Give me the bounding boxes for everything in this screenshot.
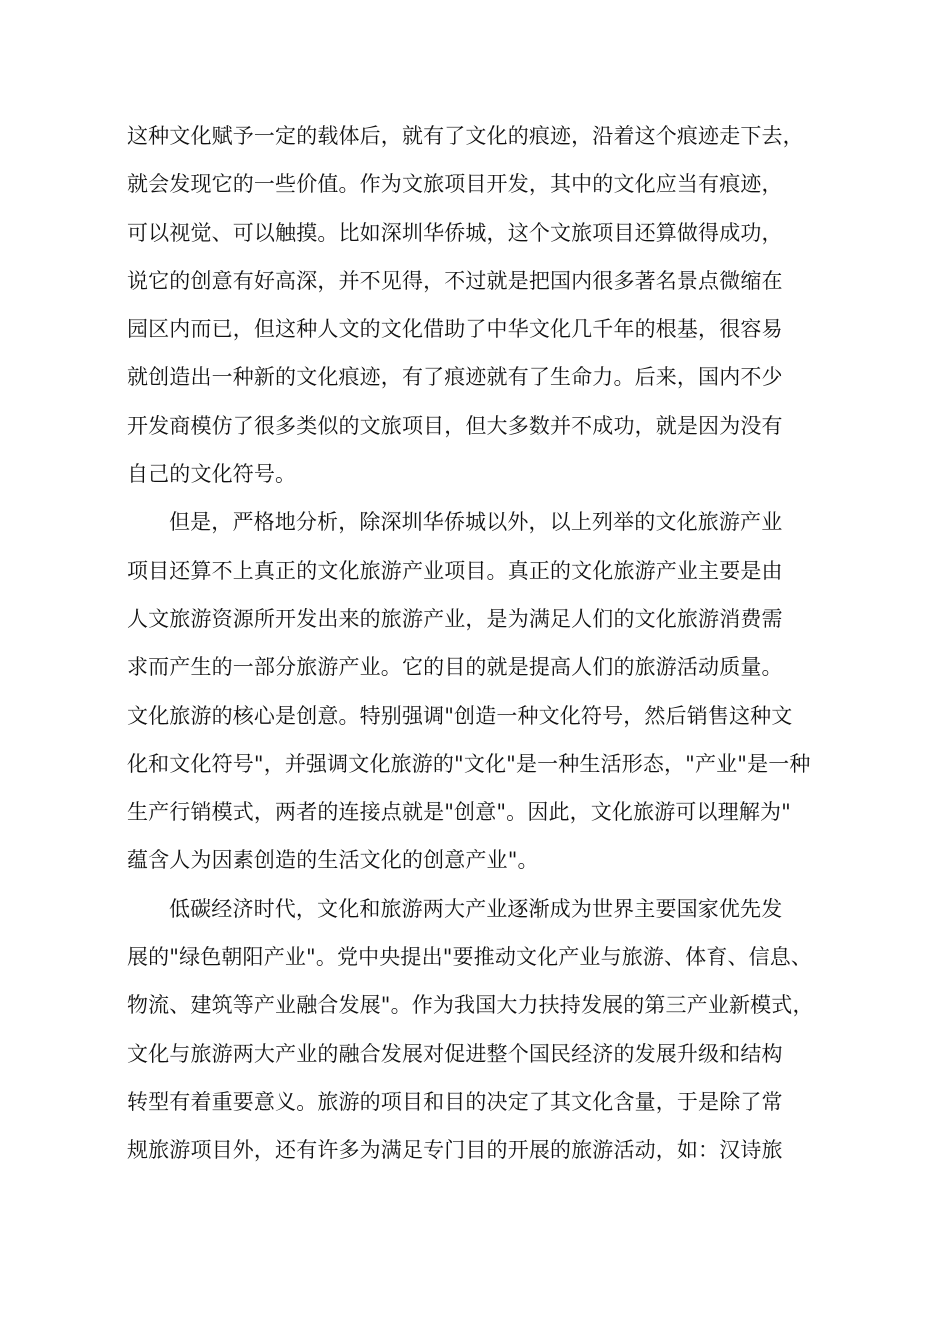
text-line-indented: 低碳经济时代，文化和旅游两大产业逐渐成为世界主要国家优先发 [169,896,783,921]
text-line: 化和文化符号"，并强调文化旅游的"文化"是一种生活形态，"产业"是一种 [127,751,811,776]
text-line: 展的"绿色朝阳产业"。党中央提出"要推动文化产业与旅游、体育、信息、 [127,945,813,970]
text-line-indented: 但是，严格地分析，除深圳华侨城以外，以上列举的文化旅游产业 [169,510,783,535]
document-body [127,112,827,1175]
text-line: 文化旅游的核心是创意。特别强调"创造一种文化符号，然后销售这种文 [127,703,793,728]
text-line: 生产行销模式，两者的连接点就是"创意"。因此，文化旅游可以理解为" [127,800,791,825]
text-line: 可以视觉、可以触摸。比如深圳华侨城，这个文旅项目还算做得成功， [127,220,783,245]
text-line: 规旅游项目外，还有许多为满足专门目的开展的旅游活动，如：汉诗旅 [127,1138,783,1163]
text-line: 园区内而已，但这种人文的文化借助了中华文化几千年的根基，很容易 [127,317,783,342]
text-line: 开发商模仿了很多类似的文旅项目，但大多数并不成功，就是因为没有 [127,413,783,438]
text-line: 自己的文化符号。 [127,462,297,487]
text-line: 人文旅游资源所开发出来的旅游产业，是为满足人们的文化旅游消费需 [127,606,783,631]
text-line: 蕴含人为因素创造的生活文化的创意产业"。 [127,848,539,873]
text-line: 物流、建筑等产业融合发展"。作为我国大力扶持发展的第三产业新模式， [127,993,814,1018]
text-line: 文化与旅游两大产业的融合发展对促进整个国民经济的发展升级和结构 [127,1041,783,1066]
text-line: 就创造出一种新的文化痕迹，有了痕迹就有了生命力。后来，国内不少 [127,365,783,390]
text-line: 这种文化赋予一定的载体后，就有了文化的痕迹，沿着这个痕迹走下去， [127,124,804,148]
text-line: 项目还算不上真正的文化旅游产业项目。真正的文化旅游产业主要是由 [127,558,783,583]
paragraph-2 [127,498,827,884]
paragraph-1 [127,112,827,498]
paragraph-3 [127,885,827,1175]
text-line: 就会发现它的一些价值。作为文旅项目开发，其中的文化应当有痕迹， [127,172,783,197]
text-line: 求而产生的一部分旅游产业。它的目的就是提高人们的旅游活动质量。 [127,655,783,680]
text-line: 转型有着重要意义。旅游的项目和目的决定了其文化含量，于是除了常 [127,1089,783,1114]
text-line: 说它的创意有好高深，并不见得，不过就是把国内很多著名景点微缩在 [127,268,783,293]
